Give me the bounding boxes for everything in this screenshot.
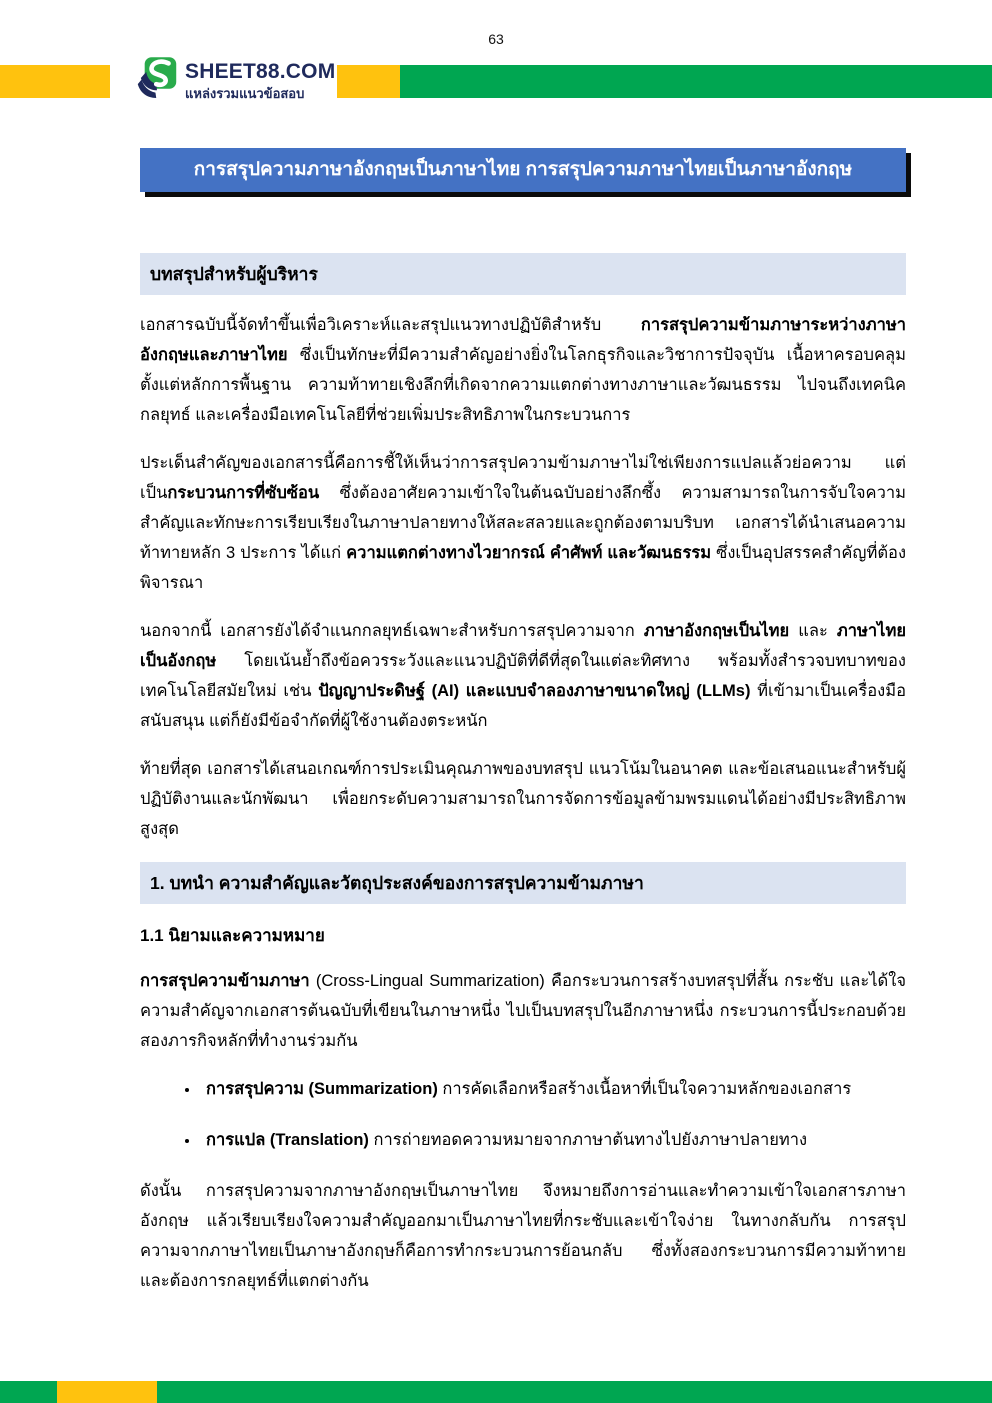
- executive-summary-paragraph-1: เอกสารฉบับนี้จัดทำขึ้นเพื่อวิเคราะห์และสรุปแนวทางปฏิบัติสำหรับ การสรุปความข้ามภาษาระหว่างภาษาอังกฤษและภาษาไทย ซึ่งเป็นทักษะที่มีความสำคัญอย่างยิ่งในโลกธุรกิจและวิชาการปัจจุบัน เนื้อหาครอบคลุมตั้งแต่หลักการพื้นฐาน ความท้าทายเชิงลึกที่เกิดจากความแตกต่างทางภาษาและวัฒนธรรม ไปจนถึงเทคนิค กลยุทธ์ และเครื่องมือเทคโนโลยีที่ช่วยเพิ่มประสิทธิภาพในกระบวนการ: [140, 316, 906, 424]
- footer-green-bar-left: [0, 1381, 57, 1403]
- document-content: [140, 148, 906, 1314]
- document-title: การสรุปความภาษาอังกฤษเป็นภาษาไทย การสรุปความภาษาไทยเป็นภาษาอังกฤษ: [193, 159, 853, 180]
- section-heading-1: 1. บทนำ ความสำคัญและวัตถุประสงค์ของการสรุปความข้ามภาษา: [140, 862, 906, 904]
- executive-summary-paragraph-3: นอกจากนี้ เอกสารยังได้จำแนกกลยุทธ์เฉพาะสำหรับการสรุปความจาก ภาษาอังกฤษเป็นไทย และ ภาษาไทยเป็นอังกฤษ โดยเน้นย้ำถึงข้อควรระวังและแนวปฏิบัติที่ดีที่สุดในแต่ละทิศทาง พร้อมทั้งสำรวจบทบาทของเทคโนโลยีสมัยใหม่ เช่น ปัญญาประดิษฐ์ (AI) และแบบจำลองภาษาขนาดใหญ่ (LLMs) ที่เข้ามาเป็นเครื่องมือสนับสนุน แต่ก็ยังมีข้อจำกัดที่ผู้ใช้งานต้องตระหนัก: [140, 622, 907, 730]
- executive-summary-paragraph-2: ประเด็นสำคัญของเอกสารนี้คือการชี้ให้เห็นว่าการสรุปความข้ามภาษาไม่ใช่เพียงการแปลแล้วย่อความ แต่เป็นกระบวนการที่ซับซ้อน ซึ่งต้องอาศัยความเข้าใจในต้นฉบับอย่างลึกซึ้ง ความสามารถในการจับใจความสำคัญและทักษะการเรียบเรียงในภาษาปลายทางให้สละสลวยและถูกต้องตามบริบท เอกสารได้นำเสนอความท้าทายหลัก 3 ประการ ได้แก่ ความแตกต่างทางไวยากรณ์ คำศัพท์ และวัฒนธรรม ซึ่งเป็นอุปสรรคสำคัญที่ต้องพิจารณา: [140, 454, 906, 592]
- section-heading-executive-summary: บทสรุปสำหรับผู้บริหาร: [140, 253, 906, 295]
- header-green-bar: [400, 65, 992, 98]
- document-title-banner: [140, 148, 906, 192]
- bullet-item-translation: • การแปล (Translation) การถ่ายทอดความหมายจากภาษาต้นทางไปยังภาษาปลายทาง: [200, 1125, 906, 1155]
- definition-bullet-list: [140, 1074, 906, 1155]
- logo-text-block: [185, 60, 335, 101]
- subsection-heading-1-1: 1.1 นิยามและความหมาย: [140, 926, 325, 945]
- logo-tagline: แหล่งรวมแนวข้อสอบ: [185, 86, 305, 101]
- logo-brand-text: SHEET88.COM: [185, 60, 336, 83]
- sheet88-s-logo-icon: [137, 55, 177, 106]
- footer-green-bar-right: [157, 1381, 992, 1403]
- bullet-item-summarization: • การสรุปความ (Summarization) การคัดเลือกหรือสร้างเนื้อหาที่เป็นใจความหลักของเอกสาร: [200, 1074, 906, 1104]
- page-number: 63: [488, 31, 504, 47]
- sheet88-logo: [137, 55, 335, 106]
- section-1-closing-paragraph: ดังนั้น การสรุปความจากภาษาอังกฤษเป็นภาษาไทย จึงหมายถึงการอ่านและทำความเข้าใจเอกสารภาษาอังกฤษ แล้วเรียบเรียงใจความสำคัญออกมาเป็นภาษาไทยที่กระชับและเข้าใจง่าย ในทางกลับกัน การสรุปความจากภาษาไทยเป็นภาษาอังกฤษก็คือการทำกระบวนการย้อนกลับ ซึ่งทั้งสองกระบวนการมีความท้าทายและต้องการกลยุทธ์ที่แตกต่างกัน: [140, 1182, 906, 1290]
- executive-summary-paragraph-4: ท้ายที่สุด เอกสารได้เสนอเกณฑ์การประเมินคุณภาพของบทสรุป แนวโน้มในอนาคต และข้อเสนอแนะสำหรับผู้ปฏิบัติงานและนักพัฒนา เพื่อยกระดับความสามารถในการจัดการข้อมูลข้ามพรมแดนได้อย่างมีประสิทธิภาพสูงสุด: [140, 760, 906, 838]
- section-1-intro-paragraph: การสรุปความข้ามภาษา (Cross-Lingual Summarization) คือกระบวนการสร้างบทสรุปที่สั้น กระชับ และได้ใจความสำคัญจากเอกสารต้นฉบับที่เขียนในภาษาหนึ่ง ไปเป็นบทสรุปในอีกภาษาหนึ่ง กระบวนการนี้ประกอบด้วยสองภารกิจหลักที่ทำงานร่วมกัน: [140, 972, 906, 1050]
- header-yellow-bar-mid: [337, 65, 400, 98]
- footer-yellow-bar: [57, 1381, 157, 1403]
- header-yellow-bar-left: [0, 65, 110, 98]
